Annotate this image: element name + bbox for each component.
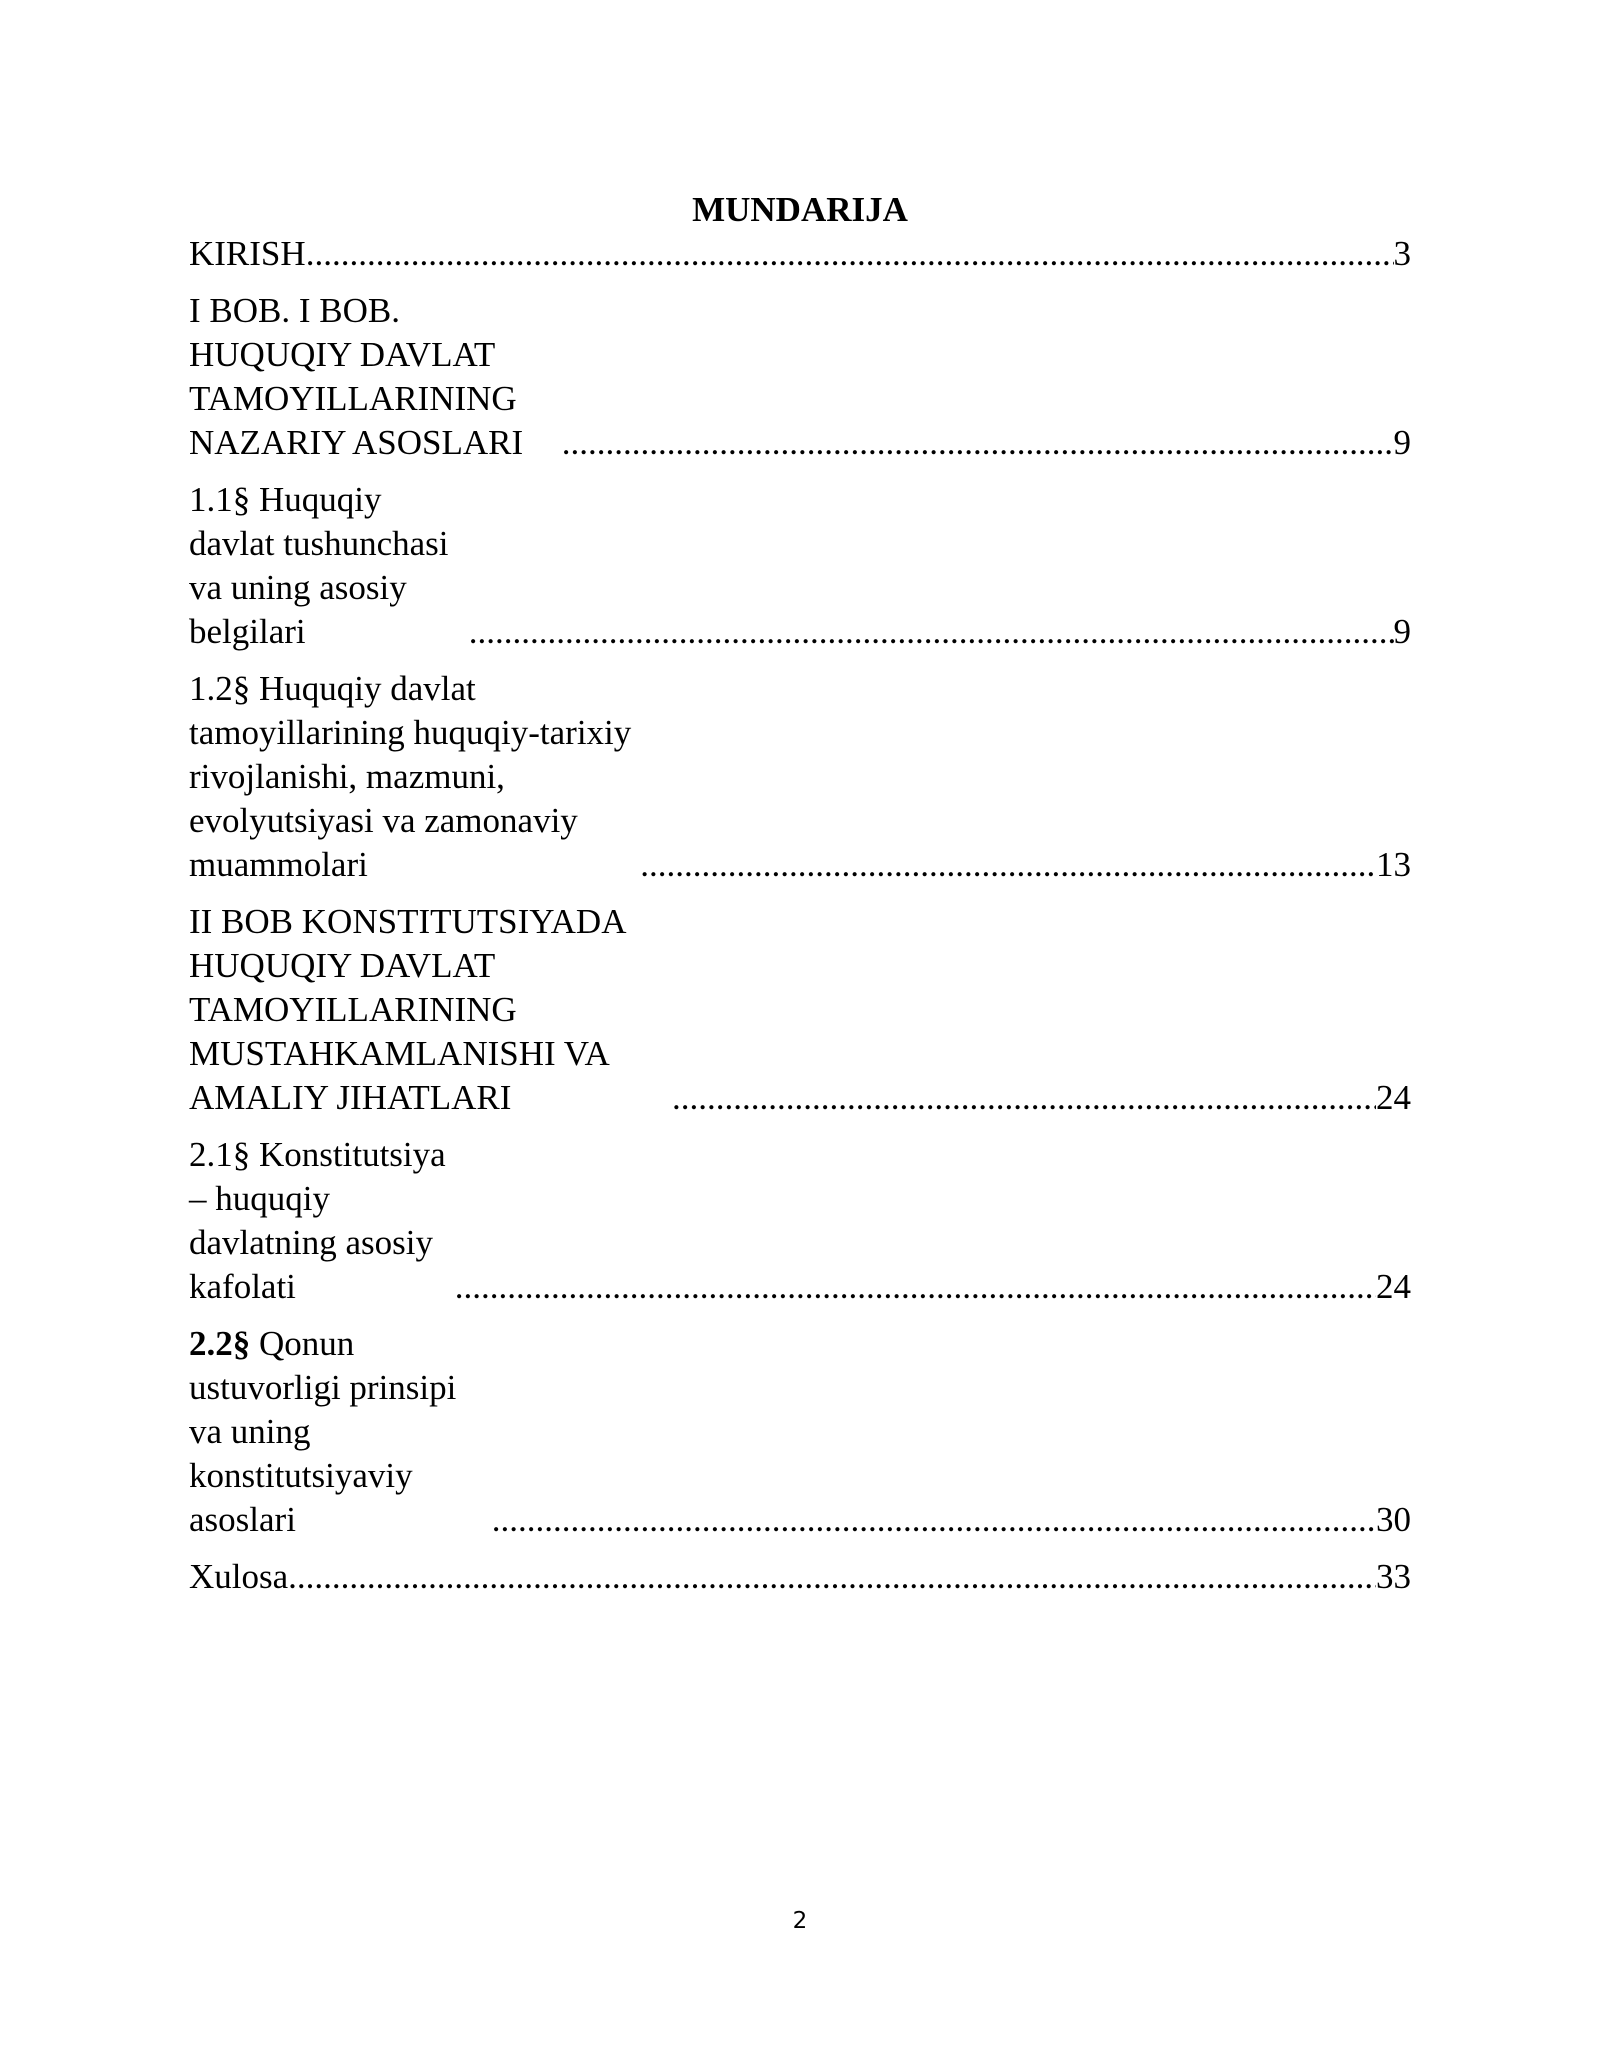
toc-entry-page: 24: [1376, 1078, 1411, 1117]
toc-entry-text: Xulosa: [189, 1557, 289, 1596]
section-number: 1.1§: [189, 480, 251, 519]
toc-entry-chapter-1[interactable]: [189, 289, 1411, 465]
toc-leader-dots: [640, 843, 1376, 887]
section-number: 2.2§: [189, 1324, 251, 1363]
table-of-contents: [189, 188, 1411, 1599]
section-number: 1.2§: [189, 669, 251, 708]
toc-entry-page: 24: [1376, 1267, 1411, 1306]
section-number: 2.1§: [189, 1135, 251, 1174]
toc-entry-text: 2.1§ Konstitutsiya – huquqiy davlatning asosiy kafolati: [189, 1135, 446, 1306]
toc-leader-dots: [469, 610, 1394, 654]
toc-entry-kirish[interactable]: [189, 232, 1411, 276]
toc-entry-page: 9: [1393, 612, 1411, 651]
toc-entry-xulosa[interactable]: [189, 1555, 1411, 1599]
toc-entry-section-1-1[interactable]: [189, 478, 1411, 654]
toc-entry-page: 13: [1376, 845, 1411, 884]
toc-entry-chapter-2[interactable]: [189, 900, 1411, 1120]
toc-leader-dots: [562, 421, 1394, 465]
toc-title: MUNDARIJA: [692, 190, 908, 229]
toc-leader-dots: [455, 1265, 1376, 1309]
toc-entry-page: 33: [1376, 1557, 1411, 1596]
toc-entry-text: I BOB. I BOB. HUQUQIY DAVLAT TAMOYILLARINING NAZARIY ASOSLARI: [189, 291, 524, 462]
toc-entry-page: 9: [1393, 423, 1411, 462]
toc-entry-text: II BOB KONSTITUTSIYADA HUQUQIY DAVLAT TAMOYILLARINING MUSTAHKAMLANISHI VA AMALIY JIHATLARI: [189, 902, 625, 1117]
toc-entry-section-2-1[interactable]: [189, 1133, 1411, 1309]
toc-entry-page: 3: [1393, 234, 1411, 273]
toc-entry-text: KIRISH: [189, 234, 306, 273]
toc-leader-dots: [288, 1555, 1376, 1599]
toc-leader-dots: [306, 232, 1394, 276]
toc-entry-text: 2.2§ Qonun ustuvorligi prinsipi va uning konstitutsiyaviy asoslari: [189, 1324, 457, 1539]
toc-entry-text: 1.1§ Huquqiy davlat tushunchasi va uning asosiy belgilari: [189, 480, 449, 651]
toc-entry-section-2-2[interactable]: [189, 1322, 1411, 1542]
toc-leader-dots: [492, 1498, 1376, 1542]
toc-leader-dots: [672, 1076, 1376, 1120]
page-number: 2: [792, 1908, 808, 1934]
toc-entry-section-1-2[interactable]: [189, 667, 1411, 887]
toc-entry-text: 1.2§ Huquqiy davlat tamoyillarining huquqiy-tarixiy rivojlanishi, mazmuni, evolyutsiyasi va zamonaviy muammolari: [189, 669, 632, 884]
toc-entry-page: 30: [1376, 1500, 1411, 1539]
